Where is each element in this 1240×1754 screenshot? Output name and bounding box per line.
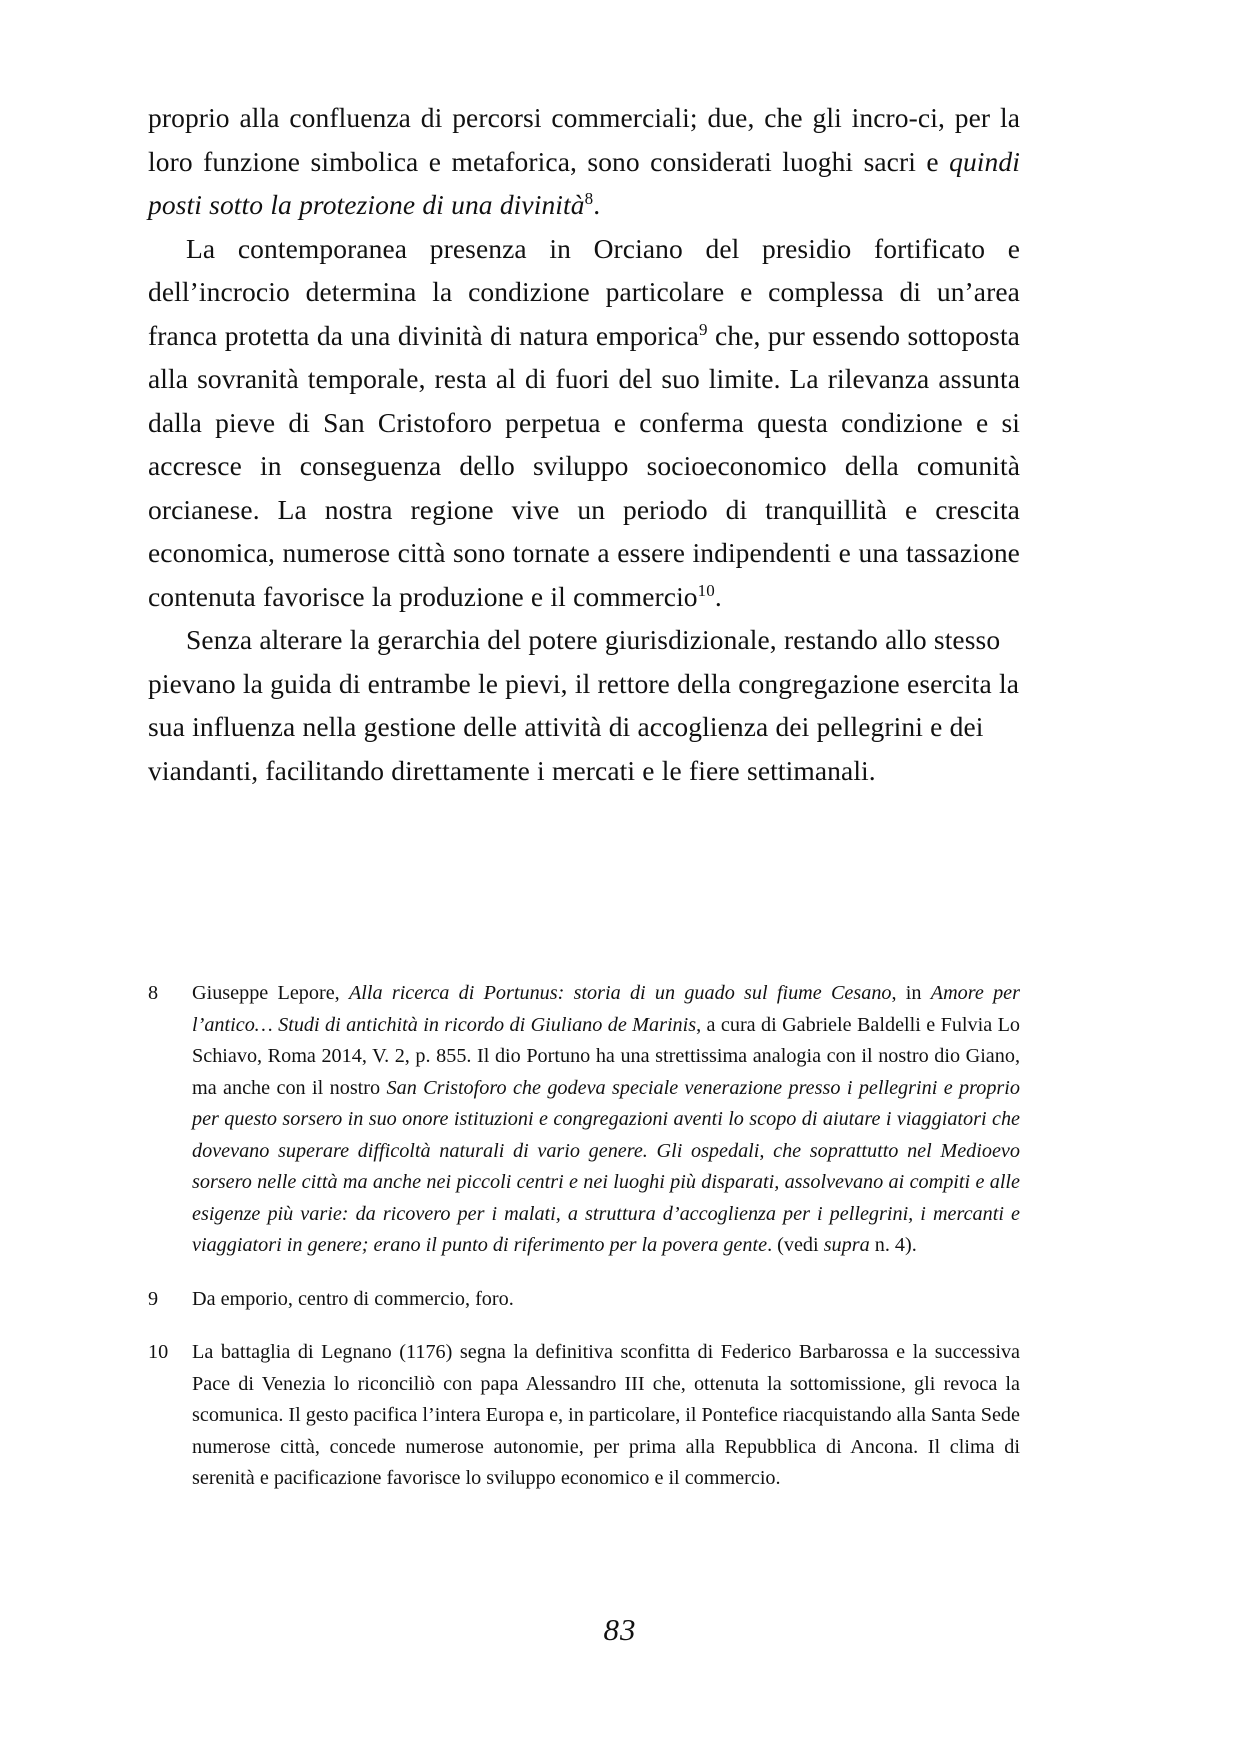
footnote-9 [148,1284,1020,1316]
footnote-section [148,978,1020,1495]
footnote-marker: 10 [148,1341,169,1363]
footnote-marker: 8 [148,982,159,1004]
page-number: 83 [603,1612,637,1647]
body-text-column [148,96,1020,792]
paragraph-3: Senza alterare la gerarchia del potere giurisdizionale, restando allo stesso pievano la guida di entrambe le pievi, il rettore della congregazione esercita la sua influenza nella gestione delle attività di accoglienza dei pellegrini e dei viandanti, facilitando direttamente i mercati e le fiere settimanali. [148,624,1020,786]
footnote-text: Da emporio, centro di commercio, foro. [192,1287,514,1310]
footnote-10 [148,1337,1020,1495]
paragraph-1: proprio alla confluenza di percorsi commerciali; due, che gli incro-ci, per la loro funzione simbolica e metaforica, sono considerati luoghi sacri e quindi posti sotto la protezione di una divinità$^8$. [148,102,1020,220]
footnote-8 [148,978,1020,1262]
footnote-text: Giuseppe Lepore, Alla ricerca di Portunus: storia di un guado sul fiume Cesano, in Amore per l’antico… Studi di antichità in ricordo di Giuliano de Marinis, a cura di Gabriele Baldelli e Fulvia Lo Schiavo, Roma 2014, V. 2, p. 855. Il dio Portuno ha una strettissima analogia con il nostro dio Giano, ma anche con il nostro San Cristoforo che godeva speciale venerazione presso i pellegrini e proprio per questo sorsero in suo onore istituzioni e congregazioni aventi lo scopo di aiutare i viaggiatori che dovevano superare difficoltà naturali di vario genere. Gli ospedali, che soprattutto nel Medioevo sorsero nelle città ma anche nei piccoli centri e nei luoghi più disparati, assolvevano ai compiti e alle esigenze più varie: da ricovero per i malati, a struttura d’accoglienza per i pellegrini, i mercanti e viaggiatori in genere; erano il punto di riferimento per la povera gente. (vedi supra n. 4). [192,982,1020,1256]
footnote-text: La battaglia di Legnano (1176) segna la definitiva sconfitta di Federico Barbarossa e la successiva Pace di Venezia lo riconciliò con papa Alessandro III che, ottenuta la sottomissione, gli revoca la scomunica. Il gesto pacifica l’intera Europa e, in particolare, il Pontefice riacquistando alla Santa Sede numerose città, concede numerose autonomie, per prima alla Repubblica di Ancona. Il clima di serenità e pacificazione favorisce lo sviluppo economico e il commercio. [192,1341,1020,1489]
paragraph-2: La contemporanea presenza in Orciano del presidio fortificato e dell’incrocio determina la condizione particolare e complessa di un’area franca protetta da una divinità di natura emporica$^9$ che, pur essendo sottoposta alla sovranità temporale, resta al di fuori del suo limite. La rilevanza assunta dalla pieve di San Cristoforo perpetua e conferma questa condizione e si accresce in conseguenza dello sviluppo socioeconomico della comunità orcianese. La nostra regione vive un periodo di tranquillità e crescita economica, numerose città sono tornate a essere indipendenti e una tassazione contenuta favorisce la produzione e il commercio$^{10}$. [148,232,1020,612]
footnote-marker: 9 [148,1287,159,1310]
